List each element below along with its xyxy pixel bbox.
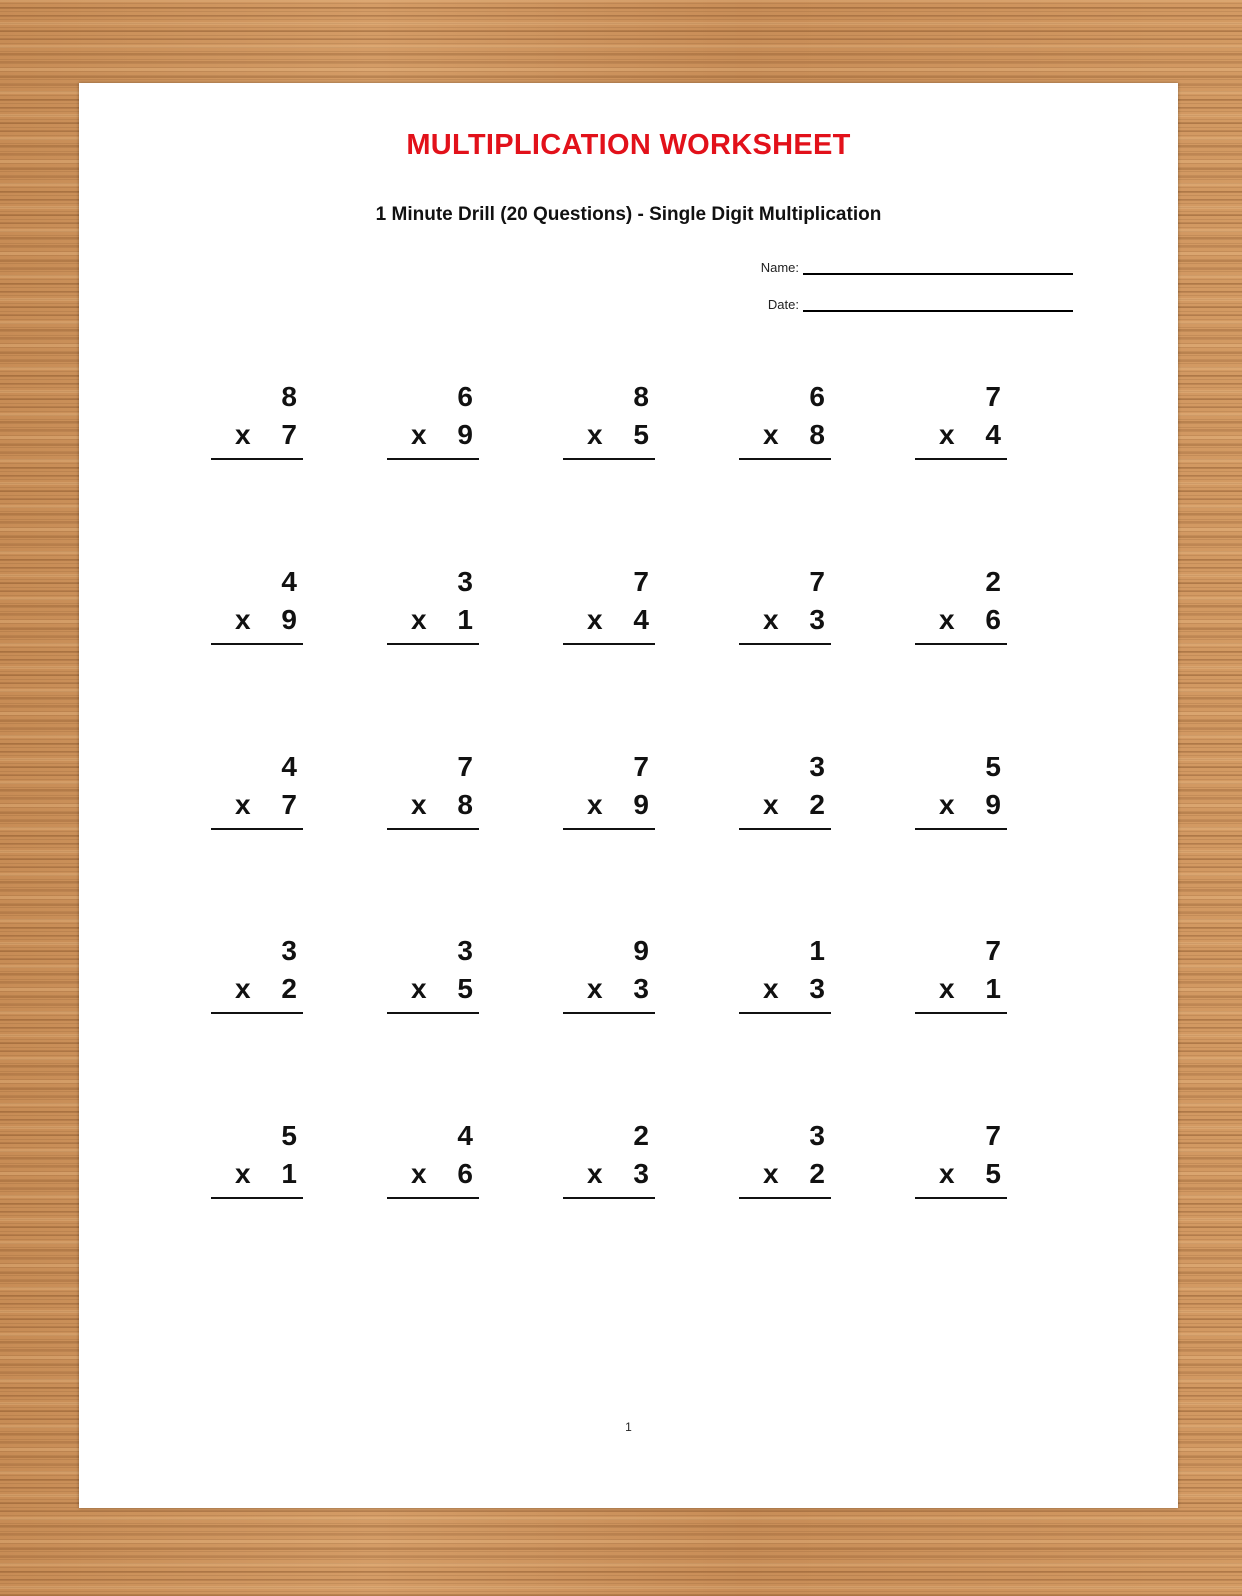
answer-line[interactable] xyxy=(211,643,303,645)
answer-line[interactable] xyxy=(915,1197,1007,1199)
multiply-sign: x xyxy=(939,973,955,1004)
date-field[interactable] xyxy=(739,298,1073,312)
answer-line[interactable] xyxy=(563,458,655,460)
multiplier: 5 xyxy=(457,973,473,1004)
multiply-sign: x xyxy=(411,1158,427,1189)
answer-line[interactable] xyxy=(387,828,479,830)
name-label: Name: xyxy=(760,260,799,275)
multiply-sign: x xyxy=(763,1158,779,1189)
multiply-sign: x xyxy=(763,789,779,820)
problem xyxy=(387,1120,479,1204)
problem xyxy=(739,1120,831,1204)
multiplier: 7 xyxy=(281,419,297,450)
answer-line[interactable] xyxy=(739,828,831,830)
answer-line[interactable] xyxy=(739,1012,831,1014)
problem xyxy=(915,1120,1007,1204)
multiply-sign: x xyxy=(235,789,251,820)
multiplier: 8 xyxy=(809,419,825,450)
multiplicand: 2 xyxy=(985,566,1001,597)
answer-line[interactable] xyxy=(387,458,479,460)
problem xyxy=(563,751,655,835)
answer-line[interactable] xyxy=(915,828,1007,830)
answer-line[interactable] xyxy=(915,1012,1007,1014)
problem xyxy=(915,751,1007,835)
multiplier: 9 xyxy=(281,604,297,635)
multiplicand: 5 xyxy=(985,751,1001,782)
multiplier: 7 xyxy=(281,789,297,820)
multiplier: 9 xyxy=(457,419,473,450)
answer-line[interactable] xyxy=(211,1012,303,1014)
multiplicand: 7 xyxy=(633,751,649,782)
multiplicand: 4 xyxy=(281,751,297,782)
multiplicand: 9 xyxy=(633,935,649,966)
multiplicand: 7 xyxy=(633,566,649,597)
name-line[interactable] xyxy=(803,261,1073,275)
answer-line[interactable] xyxy=(211,1197,303,1199)
name-field[interactable] xyxy=(739,261,1073,275)
problem xyxy=(739,935,831,1019)
problem xyxy=(211,381,303,465)
multiplicand: 3 xyxy=(809,751,825,782)
multiply-sign: x xyxy=(763,973,779,1004)
page-number: 1 xyxy=(625,1420,632,1434)
problem xyxy=(915,381,1007,465)
multiplier: 3 xyxy=(633,1158,649,1189)
multiplicand: 8 xyxy=(281,381,297,412)
multiply-sign: x xyxy=(587,1158,603,1189)
problem xyxy=(739,566,831,650)
problem xyxy=(211,935,303,1019)
multiply-sign: x xyxy=(939,419,955,450)
answer-line[interactable] xyxy=(387,1012,479,1014)
multiplier: 6 xyxy=(457,1158,473,1189)
multiply-sign: x xyxy=(235,973,251,1004)
multiplier: 3 xyxy=(809,973,825,1004)
date-line[interactable] xyxy=(803,298,1073,312)
multiply-sign: x xyxy=(411,789,427,820)
multiplicand: 4 xyxy=(281,566,297,597)
multiply-sign: x xyxy=(939,789,955,820)
multiply-sign: x xyxy=(411,973,427,1004)
multiplier: 4 xyxy=(633,604,649,635)
multiplicand: 7 xyxy=(457,751,473,782)
problem xyxy=(387,381,479,465)
multiplier: 3 xyxy=(633,973,649,1004)
multiply-sign: x xyxy=(763,604,779,635)
multiplier: 4 xyxy=(985,419,1001,450)
answer-line[interactable] xyxy=(563,828,655,830)
problem xyxy=(563,381,655,465)
answer-line[interactable] xyxy=(563,643,655,645)
multiply-sign: x xyxy=(587,789,603,820)
worksheet-page xyxy=(79,83,1178,1508)
multiply-sign: x xyxy=(411,604,427,635)
multiply-sign: x xyxy=(939,604,955,635)
worksheet-subtitle: 1 Minute Drill (20 Questions) - Single Digit Multiplication xyxy=(375,204,882,225)
multiplier: 2 xyxy=(281,973,297,1004)
multiply-sign: x xyxy=(235,419,251,450)
answer-line[interactable] xyxy=(739,643,831,645)
multiplier: 5 xyxy=(633,419,649,450)
answer-line[interactable] xyxy=(563,1197,655,1199)
multiplicand: 2 xyxy=(633,1120,649,1151)
multiplicand: 3 xyxy=(281,935,297,966)
problem xyxy=(915,566,1007,650)
problem xyxy=(739,381,831,465)
multiplier: 1 xyxy=(457,604,473,635)
multiplicand: 3 xyxy=(457,935,473,966)
multiplicand: 3 xyxy=(457,566,473,597)
multiply-sign: x xyxy=(587,604,603,635)
multiply-sign: x xyxy=(939,1158,955,1189)
problem xyxy=(387,935,479,1019)
multiply-sign: x xyxy=(763,419,779,450)
worksheet-title: MULTIPLICATION WORKSHEET xyxy=(406,129,851,161)
multiply-sign: x xyxy=(235,1158,251,1189)
multiplicand: 5 xyxy=(281,1120,297,1151)
answer-line[interactable] xyxy=(915,643,1007,645)
multiplier: 5 xyxy=(985,1158,1001,1189)
multiplicand: 7 xyxy=(809,566,825,597)
date-label: Date: xyxy=(767,297,799,312)
multiply-sign: x xyxy=(411,419,427,450)
multiplier: 1 xyxy=(281,1158,297,1189)
multiplier: 3 xyxy=(809,604,825,635)
problem xyxy=(211,1120,303,1204)
problem xyxy=(739,751,831,835)
multiplicand: 6 xyxy=(809,381,825,412)
problem xyxy=(563,1120,655,1204)
multiplicand: 7 xyxy=(985,381,1001,412)
answer-line[interactable] xyxy=(563,1012,655,1014)
problem xyxy=(211,751,303,835)
multiplicand: 6 xyxy=(457,381,473,412)
answer-line[interactable] xyxy=(387,643,479,645)
multiplicand: 1 xyxy=(809,935,825,966)
multiply-sign: x xyxy=(235,604,251,635)
multiplier: 9 xyxy=(633,789,649,820)
multiplier: 9 xyxy=(985,789,1001,820)
answer-line[interactable] xyxy=(915,458,1007,460)
multiplier: 6 xyxy=(985,604,1001,635)
answer-line[interactable] xyxy=(211,828,303,830)
answer-line[interactable] xyxy=(387,1197,479,1199)
problem xyxy=(563,935,655,1019)
multiplicand: 8 xyxy=(633,381,649,412)
multiplier: 2 xyxy=(809,789,825,820)
problem xyxy=(387,751,479,835)
problem xyxy=(211,566,303,650)
multiply-sign: x xyxy=(587,419,603,450)
multiplicand: 7 xyxy=(985,1120,1001,1151)
answer-line[interactable] xyxy=(739,1197,831,1199)
answer-line[interactable] xyxy=(739,458,831,460)
problem xyxy=(387,566,479,650)
multiplicand: 4 xyxy=(457,1120,473,1151)
multiplier: 2 xyxy=(809,1158,825,1189)
multiplier: 8 xyxy=(457,789,473,820)
problem xyxy=(563,566,655,650)
answer-line[interactable] xyxy=(211,458,303,460)
problem xyxy=(915,935,1007,1019)
multiplicand: 3 xyxy=(809,1120,825,1151)
multiply-sign: x xyxy=(587,973,603,1004)
multiplicand: 7 xyxy=(985,935,1001,966)
multiplier: 1 xyxy=(985,973,1001,1004)
